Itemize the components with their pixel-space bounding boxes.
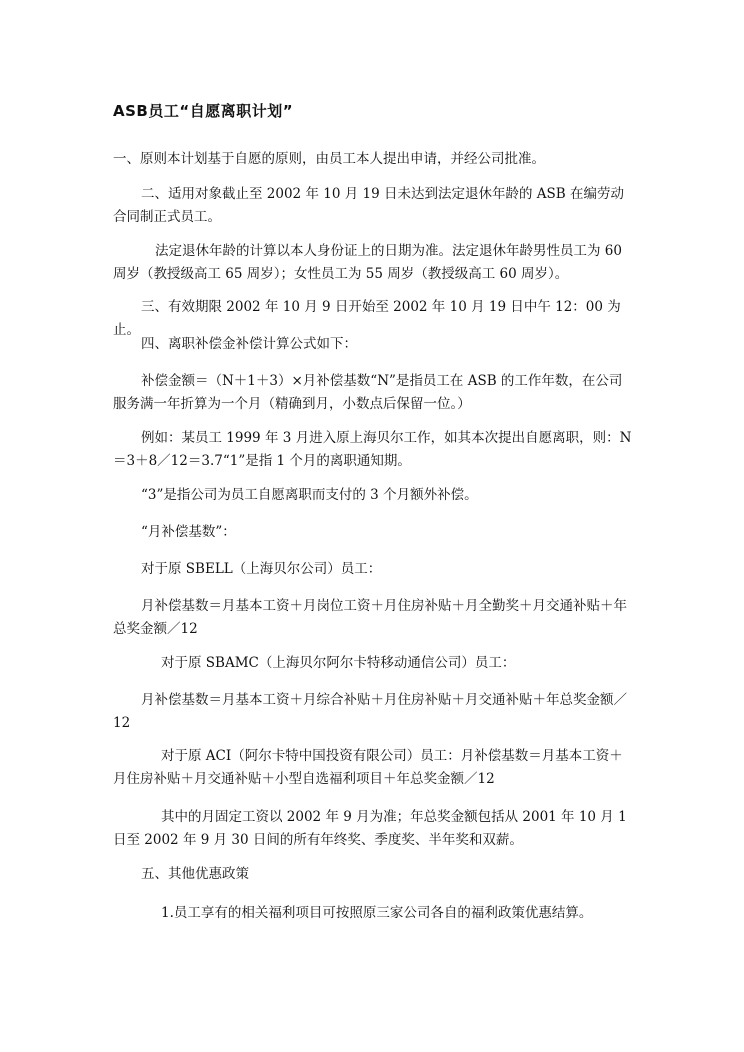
paragraph-aci-formula: 对于原 ACI（阿尔卡特中国投资有限公司）员工：月补偿基数＝月基本工资＋月住房补贴＋月交通补贴＋小型自选福利项目＋年总奖金额／12 xyxy=(113,748,623,787)
paragraph-sbell-heading: 对于原 SBELL（上海贝尔公司）员工： xyxy=(141,561,382,577)
paragraph-validity: 三、有效期限 2002 年 10 月 9 日开始至 2002 年 10 月 19 日中午 12：00 为止。 xyxy=(113,299,621,338)
paragraph-sbamc-heading: 对于原 SBAMC（上海贝尔阿尔卡特移动通信公司）员工： xyxy=(161,655,516,671)
paragraph-base-heading: “月补偿基数”： xyxy=(141,524,236,540)
paragraph-compensation-formula: 补偿金额＝（N＋1＋3）×月补偿基数“N”是指员工在 ASB 的工作年数，在公司服务满一年折算为一个月（精确到月，小数点后保留一位。） xyxy=(113,373,623,412)
paragraph-welfare-settlement: 1.员工享有的相关福利项目可按照原三家公司各自的福利政策优惠结算。 xyxy=(161,905,593,921)
paragraph-retirement-age: 法定退休年龄的计算以本人身份证上的日期为准。法定退休年龄男性员工为 60 周岁（教授级高工 65 周岁）；女性员工为 55 周岁（教授级高工 60 周岁）。 xyxy=(113,243,622,282)
paragraph-fixed-salary-note: 其中的月固定工资以 2002 年 9 月为准；年总奖金额包括从 2001 年 10 月 1 日至 2002 年 9 月 30 日间的所有年终奖、季度奖、半年奖和双薪。 xyxy=(113,809,627,848)
paragraph-other-policies: 五、其他优惠政策 xyxy=(141,866,249,882)
paragraph-sbell-formula: 月补偿基数＝月基本工资＋月岗位工资＋月住房补贴＋月全勤奖＋月交通补贴＋年总奖金额／12 xyxy=(113,598,627,637)
paragraph-sbamc-formula: 月补偿基数＝月基本工资＋月综合补贴＋月住房补贴＋月交通补贴＋年总奖金额／12 xyxy=(113,692,627,731)
document-title: ASB员工“自愿离职计划” xyxy=(113,102,294,120)
paragraph-compensation-heading: 四、离职补偿金补偿计算公式如下： xyxy=(141,336,357,352)
paragraph-scope: 二、适用对象截止至 2002 年 10 月 19 日未达到法定退休年龄的 ASB 在编劳动合同制正式员工。 xyxy=(113,186,624,225)
paragraph-example: 例如：某员工 1999 年 3 月进入原上海贝尔工作，如其本次提出自愿离职，则：N＝3＋8／12＝3.7“1”是指 1 个月的离职通知期。 xyxy=(113,430,632,469)
paragraph-principle: 一、原则本计划基于自愿的原则，由员工本人提出申请，并经公司批准。 xyxy=(113,151,545,167)
paragraph-extra-compensation: “3”是指公司为员工自愿离职而支付的 3 个月额外补偿。 xyxy=(141,487,478,503)
